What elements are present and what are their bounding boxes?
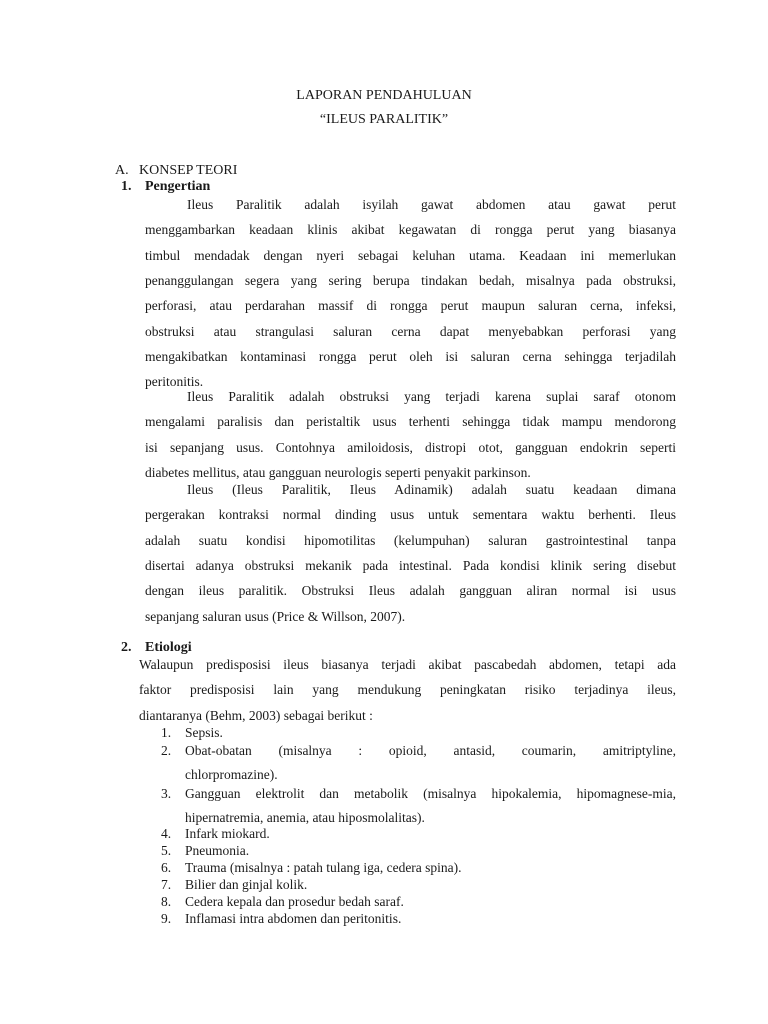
text-line: diantaranya (Behm, 2003) sebagai berikut : — [139, 707, 373, 723]
text-line: Ileus (Ileus Paralitik, Ileus Adinamik) adalah suatu keadaan dimana — [187, 482, 676, 497]
list-item-text: Bilier dan ginjal kolik. — [185, 877, 308, 892]
list-item-number: 6. — [161, 860, 172, 875]
doc-title: LAPORAN PENDAHULUAN — [296, 88, 472, 103]
text-line: diabetes mellitus, atau gangguan neurologis seperti penyakit parkinson. — [145, 464, 531, 480]
list-item-text: Infark miokard. — [185, 826, 270, 841]
text-line: disertai adanya obstruksi mekanik pada intestinal. Pada kondisi klinik sering disebut — [145, 557, 676, 573]
list-item-text: Obat-obatan (misalnya : opioid, antasid, coumarin, amitriptyline, — [185, 743, 676, 758]
list-item-text: chlorpromazine). — [185, 767, 278, 782]
sub1-heading: Pengertian — [145, 179, 211, 194]
sub2-heading: Etiologi — [145, 640, 192, 655]
text-line: adalah suatu kondisi hipomotilitas (kelumpuhan) saluran gastrointestinal tanpa — [145, 532, 676, 548]
section-a-marker: A. — [115, 163, 129, 178]
doc-subtitle: “ILEUS PARALITIK” — [319, 112, 449, 127]
sub1-marker: 1. — [121, 179, 132, 194]
text-line: isi sepanjang usus. Contohnya amiloidosis, distropi otot, gangguan endokrin seperti — [145, 439, 676, 455]
text-line: menggambarkan keadaan klinis akibat kegawatan di rongga perut yang biasanya — [145, 222, 676, 238]
text-line: mengalami paralisis dan peristaltik usus terhenti sehingga tidak mampu mendorong — [145, 414, 676, 430]
text-line: timbul mendadak dengan nyeri sebagai keluhan utama. Keadaan ini memerlukan — [145, 247, 676, 263]
text-line: dengan ileus paralitik. Obstruksi Ileus adalah gangguan aliran normal isi usus — [145, 583, 676, 599]
list-item-number: 5. — [161, 843, 172, 858]
list-item-number: 9. — [161, 911, 172, 926]
list-item-text: Pneumonia. — [185, 843, 250, 858]
list-item-text: Sepsis. — [185, 725, 223, 740]
text-line: obstruksi atau strangulasi saluran cerna dapat menyebabkan perforasi yang — [145, 323, 676, 339]
list-item-number: 1. — [161, 725, 172, 740]
text-line: perforasi, atau perdarahan massif di rongga perut maupun saluran cerna, infeksi, — [145, 298, 676, 314]
sub2-marker: 2. — [121, 640, 132, 655]
list-item-number: 4. — [161, 826, 172, 841]
text-line: peritonitis. — [145, 374, 204, 390]
list-item-text: Trauma (misalnya : patah tulang iga, cedera spina). — [185, 860, 462, 875]
section-a-heading: KONSEP TEORI — [139, 163, 238, 178]
list-item-number: 2. — [161, 743, 172, 758]
list-item-text: Gangguan elektrolit dan metabolik (misalnya hipokalemia, hipomagnese-mia, — [185, 786, 676, 801]
text-line: Ileus Paralitik adalah isyilah gawat abdomen atau gawat perut — [187, 197, 676, 212]
list-item-number: 3. — [161, 786, 172, 801]
text-line: Walaupun predisposisi ileus biasanya terjadi akibat pascabedah abdomen, tetapi ada — [139, 657, 676, 672]
text-line: pergerakan kontraksi normal dinding usus untuk sementara waktu berhenti. Ileus — [145, 507, 676, 523]
list-item-text: Inflamasi intra abdomen dan peritonitis. — [185, 911, 402, 926]
text-line: sepanjang saluran usus (Price & Willson, 2007). — [145, 608, 406, 624]
text-line: faktor predisposisi lain yang mendukung peningkatan risiko terjadinya ileus, — [139, 682, 676, 698]
list-item-number: 8. — [161, 894, 172, 909]
list-item-text: Cedera kepala dan prosedur bedah saraf. — [185, 894, 404, 909]
text-line: penanggulangan segera yang sering berupa tindakan bedah, misalnya pada obstruksi, — [145, 272, 676, 288]
list-item-number: 7. — [161, 877, 172, 892]
list-item-text: hipernatremia, anemia, atau hiposmolalitas). — [185, 810, 425, 825]
text-line: mengakibatkan kontaminasi rongga perut oleh isi saluran cerna sehingga terjadilah — [145, 348, 676, 364]
text-line: Ileus Paralitik adalah obstruksi yang terjadi karena suplai saraf otonom — [187, 389, 676, 404]
